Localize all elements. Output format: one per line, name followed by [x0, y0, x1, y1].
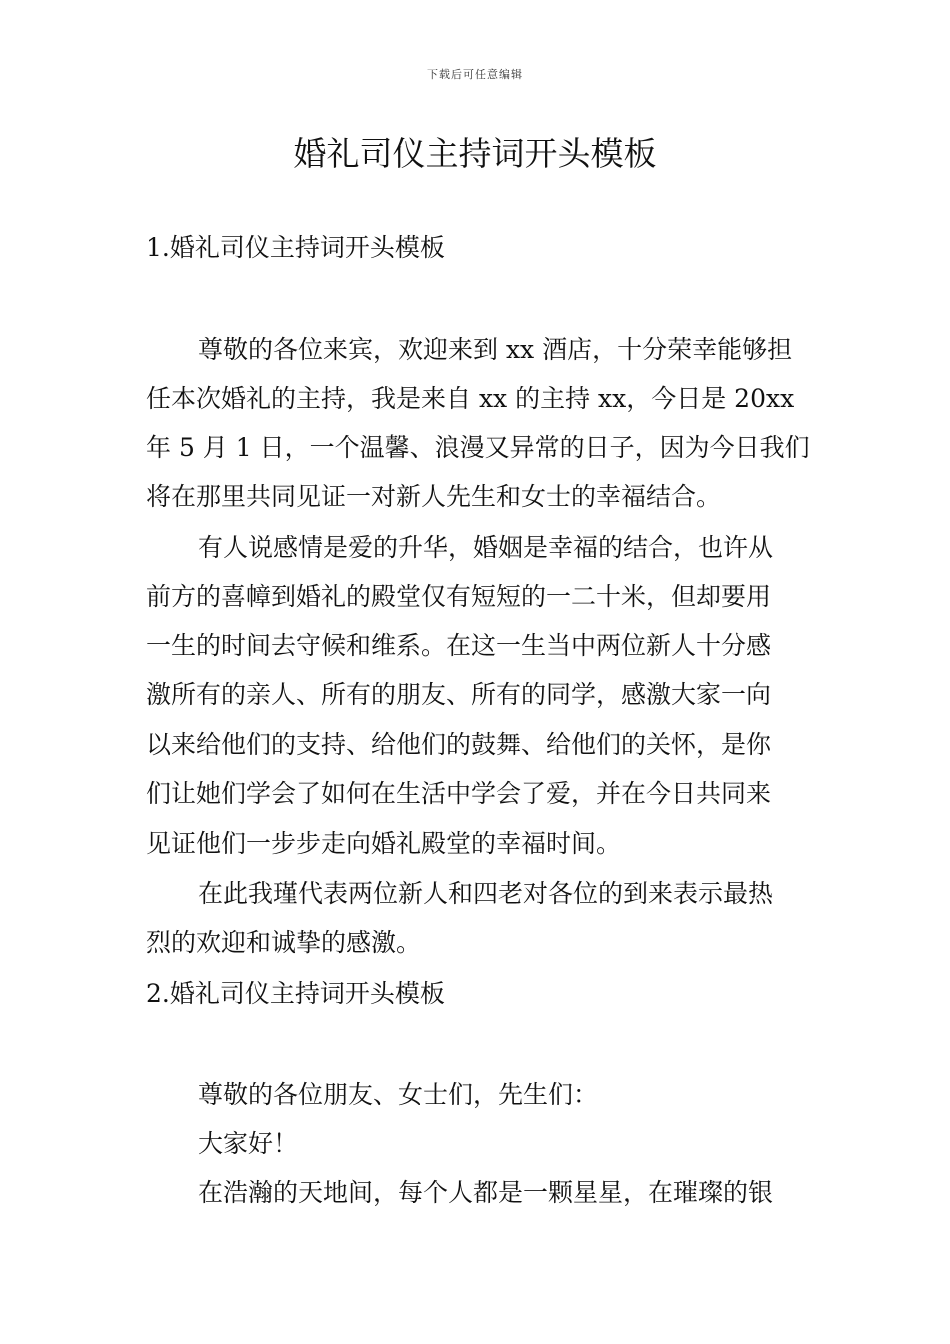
paragraph-line: 烈的欢迎和诚挚的感激。: [146, 928, 422, 957]
paragraph-line: 年 5 月 1 日，一个温馨、浪漫又异常的日子，因为今日我们: [146, 433, 810, 462]
section-heading-2: 2.婚礼司仪主持词开头模板: [146, 979, 445, 1008]
paragraph-line: 尊敬的各位朋友、女士们，先生们：: [198, 1080, 599, 1109]
paragraph-line: 尊敬的各位来宾，欢迎来到 xx 酒店，十分荣幸能够担: [198, 335, 793, 364]
paragraph-line: 以来给他们的支持、给他们的鼓舞、给他们的关怀，是你: [146, 730, 772, 759]
paragraph-line: 一生的时间去守候和维系。在这一生当中两位新人十分感: [146, 631, 772, 660]
document-title: 婚礼司仪主持词开头模板: [293, 134, 657, 173]
paragraph-line: 将在那里共同见证一对新人先生和女士的幸福结合。: [146, 482, 722, 511]
paragraph-line: 前方的喜幛到婚礼的殿堂仅有短短的一二十米，但却要用: [146, 582, 772, 611]
paragraph-line: 见证他们一步步走向婚礼殿堂的幸福时间。: [146, 829, 622, 858]
header-note: 下载后可任意编辑: [427, 68, 523, 81]
paragraph-line: 激所有的亲人、所有的朋友、所有的同学，感激大家一向: [146, 680, 772, 709]
paragraph-line: 有人说感情是爱的升华，婚姻是幸福的结合，也许从: [198, 533, 774, 562]
paragraph-line: 大家好！: [198, 1129, 299, 1158]
section-heading-1: 1.婚礼司仪主持词开头模板: [146, 233, 445, 262]
paragraph-line: 们让她们学会了如何在生活中学会了爱，并在今日共同来: [146, 779, 772, 808]
paragraph-line: 在浩瀚的天地间，每个人都是一颗星星，在璀璨的银: [198, 1178, 774, 1207]
paragraph-line: 任本次婚礼的主持，我是来自 xx 的主持 xx，今日是 20xx: [146, 384, 795, 413]
paragraph-line: 在此我瑾代表两位新人和四老对各位的到来表示最热: [198, 879, 774, 908]
